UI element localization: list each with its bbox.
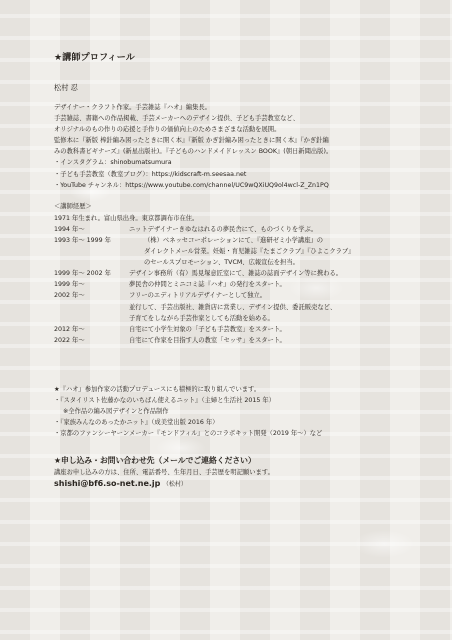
hao-section [54,384,424,439]
career-text: 自宅にて作家を目指す人の教室「セッサ」をスタート。 [129,336,286,344]
profile-line: 監修本に『新版 棒針編み困ったときに開く本』『新版 かぎ針編み困ったときに開く本』『かぎ針編 [54,137,329,145]
career-row [54,335,424,346]
profile-line: デザイナー・クラフト作家。手芸雑誌『ハオ』編集長。 [54,104,211,111]
career-row [54,290,424,301]
career-row [54,268,424,279]
career-text: 子育てをしながら手芸作家としても活動を始める。 [129,314,274,322]
career-text: のセールスプロモーション、TVCM、広報宣伝を担当。 [144,259,299,267]
profile-line: オリジナルのもの作りの応援と手作りの価値向上のためさまざまな活動を展開。 [54,126,281,134]
career-row [54,224,424,235]
hao-item: ・京都のファンシーヤーンメーカー『モンドフィル』とのコラボキット開発（2019 年〜）など [54,430,323,438]
career-intro: 1971 年生まれ。富山県出身。東京都調布市在住。 [54,214,199,222]
career-row [54,279,424,290]
instagram-line: ・インスタグラム：shinobumatsumura [54,159,172,167]
email-address[interactable]: shishi@bf6.so-net.ne.jp [54,479,161,489]
career-section [54,201,424,346]
career-row [54,235,424,246]
career-row [54,324,424,335]
hao-item: ・『スタイリスト佐藤かなのいちばん使えるニット』（主婦と生活社 2015 年） [54,396,276,404]
career-year: 2002 年〜 [54,292,85,300]
career-text: 夢民舎の仲間とミニコミ誌『ハオ』の発行をスタート。 [129,281,286,289]
page-title: ★講師プロフィール [54,53,135,63]
career-text: 並行して、手芸出版社、雑貨店に営業し、デザイン提供、委託販売など、 [129,303,337,311]
career-year: 1994 年〜 [54,225,85,233]
career-year: 2022 年〜 [54,336,85,344]
profile-line: みの教科書ビギナーズ』(新星出版社)。『子どものハンドメイドレッスン BOOK』(朝日新聞出版)。 [54,148,333,156]
contact-section [54,455,424,491]
career-text: 自宅にて小学生対象の「子ども手芸教室」をスタート。 [129,325,286,333]
hao-item: ・『家族みんなのあったかニット』（成美堂出版 2016 年） [54,419,219,427]
career-text: ニットデザイナーきゆなはれるの夢民舎にて、ものづくりを学ぶ。 [129,225,318,233]
profile-section [54,102,424,191]
career-text: ダイレクトメール営業。妊娠・育児雑誌『たまごクラブ』『ひよこクラブ』 [144,248,355,256]
career-text: デザイン事務所（有）馬見塚意匠室にて、雑誌の誌面デザイン等に携わる。 [129,270,343,278]
hao-note: ※全作品の編み図デザインと作品制作 [63,408,169,416]
career-text: （株）ベネッセコーポレーションにて、『進研ゼミ小学講座』の [144,236,324,244]
youtube-link[interactable]: ・YouTube チャンネル：https://www.youtube.com/channel/UC9wQXiUQ9ol4wcl-Z_Zn1PQ [54,181,329,189]
career-year: 1999 年〜 2002 年 [54,270,111,278]
email-note: （松村） [162,481,187,489]
career-title: ＜講師経歴＞ [54,202,92,210]
profile-line: 手芸雑誌、書籍への作品掲載、手芸メーカーへのデザイン提供、子ども手芸教室など、 [54,115,300,123]
hao-heading: ★『ハオ』参加作家の活動プロデュースにも積極的に取り組んでいます。 [54,385,261,393]
contact-heading: ★申し込み・お問い合わせ先（メールでご連絡ください） [54,456,256,466]
profile-content [54,50,424,491]
blog-link[interactable]: ・子ども手芸教室（教室ブログ）：https://kidscraft-m.seesaa.net [54,170,247,178]
career-year: 2012 年〜 [54,325,85,333]
email-line [54,478,424,491]
career-year: 1999 年〜 [54,281,85,289]
contact-description: 講座お申し込みの方は、住所、電話番号、生年月日、手芸歴を明記願います。 [54,469,274,477]
career-year: 1993 年〜 1999 年 [54,236,111,244]
career-text: フリーのエディトリアルデザイナーとして独立。 [129,292,267,300]
instructor-name: 松村 忍 [54,83,78,92]
